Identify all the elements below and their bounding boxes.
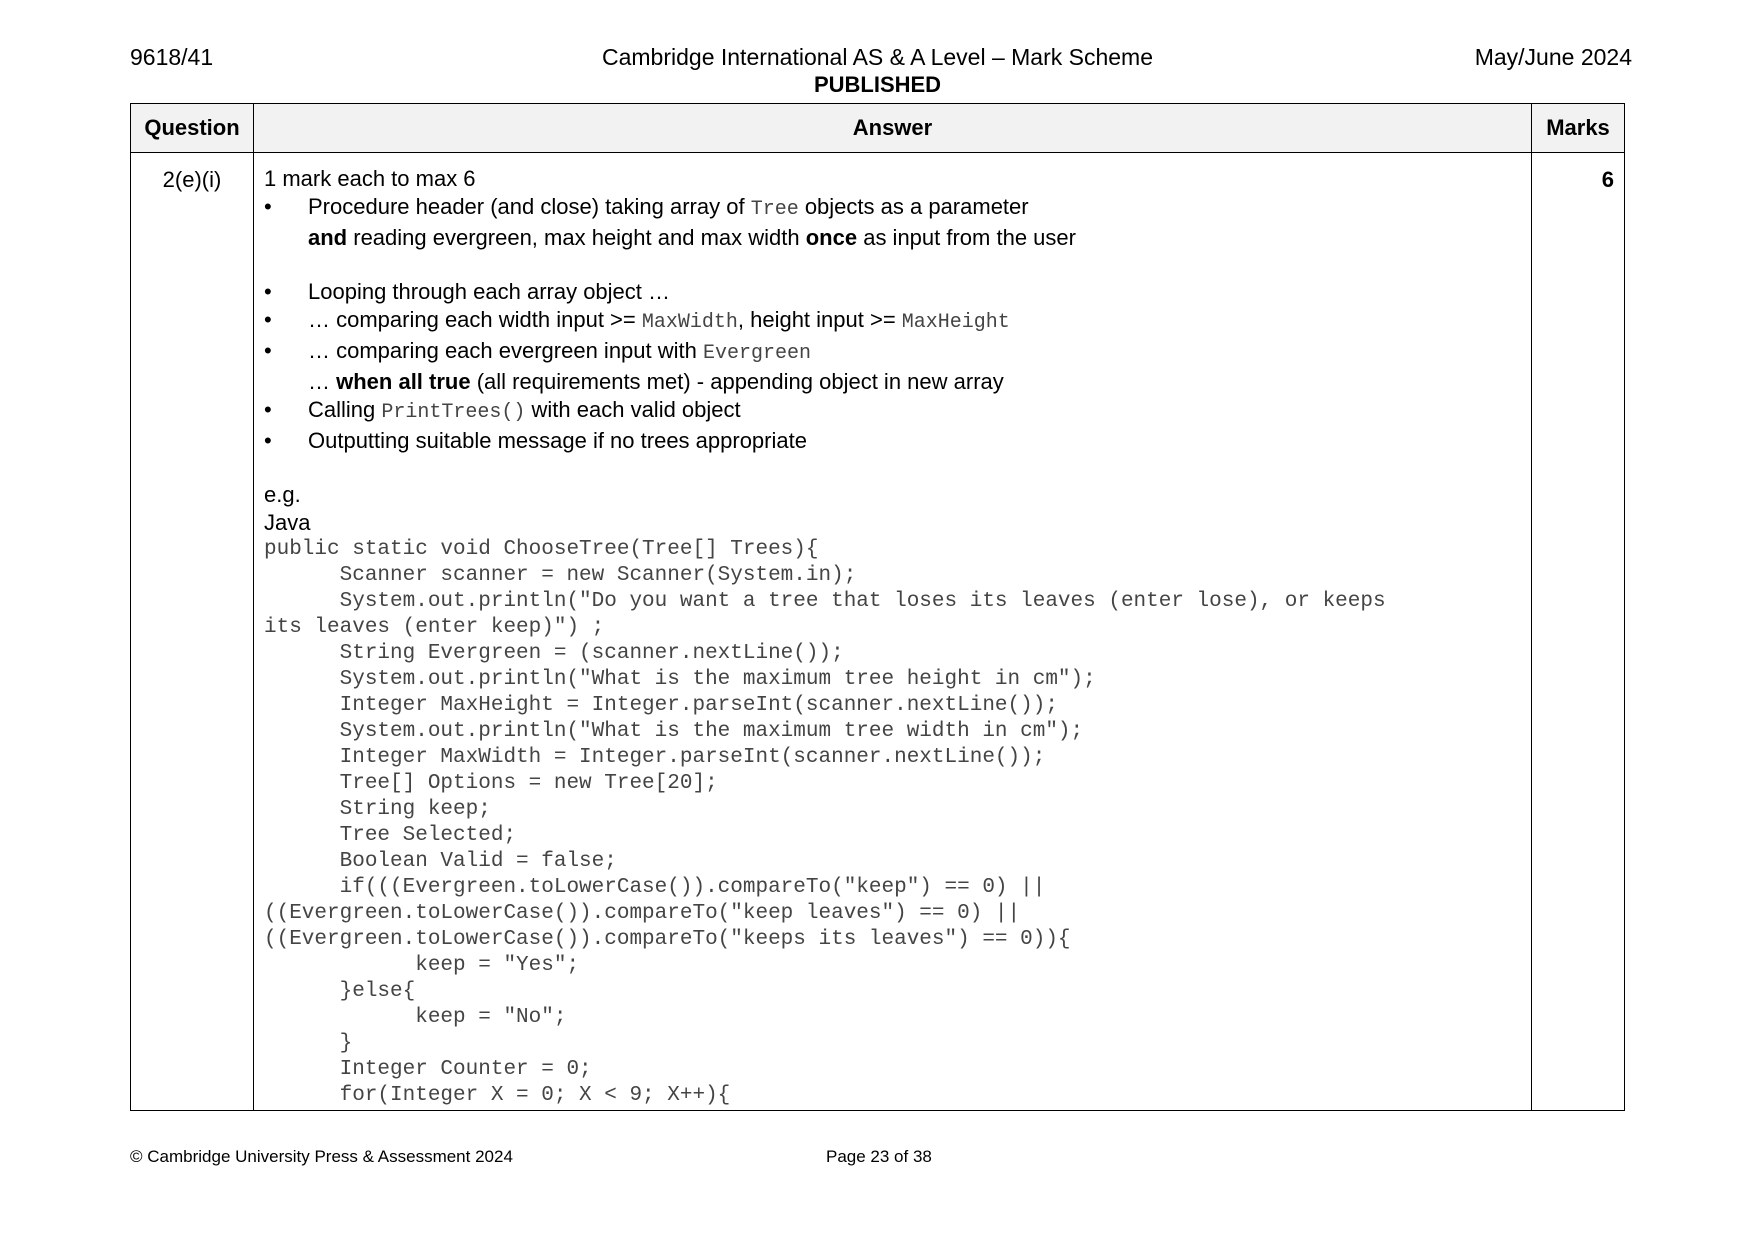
bullet-procedure-header: [264, 193, 1521, 224]
bullet-compare-size: [264, 306, 1521, 337]
page-number: Page 23 of 38: [826, 1147, 932, 1166]
inline-code: MaxWidth: [641, 311, 738, 334]
bullet-text: reading evergreen, max height and max width: [347, 225, 806, 250]
example-label: e.g.: [264, 482, 301, 507]
paper-code: 9618/41: [130, 44, 214, 70]
bullet-text: … comparing each evergreen input with: [308, 338, 703, 363]
bullet-text: objects as a parameter: [798, 194, 1029, 219]
bold-text: and: [308, 225, 348, 250]
bullet-text: (all requirements met) - appending object in new array: [470, 369, 1004, 394]
bold-text: once: [805, 225, 858, 250]
bullet-text: with each valid object: [525, 397, 741, 422]
table-row: [131, 153, 1625, 1111]
bullet-text: Procedure header (and close) taking array of: [308, 194, 751, 219]
marks-column-header: Marks: [1532, 104, 1625, 153]
published-label: PUBLISHED: [813, 72, 942, 97]
inline-code: PrintTrees(): [381, 401, 526, 424]
bullet-output-message: • Outputting suitable message if no trees appropriate: [264, 427, 1521, 455]
bullet-text: , height input >=: [737, 307, 902, 332]
bullet-text: Calling: [308, 397, 382, 422]
exam-session: May/June 2024: [1474, 44, 1632, 70]
question-column-header: Question: [131, 104, 254, 153]
bullet-continuation: [264, 368, 1521, 396]
mark-intro: 1 mark each to max 6: [264, 166, 476, 191]
mark-scheme-table: [130, 103, 1625, 1111]
bullet-calling-printtrees: [264, 396, 1521, 427]
bullet-text: …: [308, 369, 337, 394]
copyright-notice: © Cambridge University Press & Assessment 2024: [130, 1147, 513, 1166]
inline-code: Tree: [750, 198, 799, 221]
bold-text: when all true: [336, 369, 471, 394]
bullet-text: as input from the user: [857, 225, 1076, 250]
table-header-row: [131, 104, 1625, 153]
inline-code: MaxHeight: [901, 311, 1010, 334]
bullet-continuation: [264, 224, 1521, 252]
bullet-looping: • Looping through each array object …: [264, 278, 1521, 306]
marks-value: 6: [1532, 153, 1625, 1111]
language-label: Java: [264, 510, 311, 535]
document-title: Cambridge International AS & A Level – Mark Scheme: [601, 44, 1154, 70]
inline-code: Evergreen: [703, 342, 812, 365]
java-code-block: public static void ChooseTree(Tree[] Trees){ Scanner scanner = new Scanner(System.in); System.out.println("Do you want a tree that loses its leaves (enter lose), or keeps its leaves (enter keep)") ; String Evergreen = (scanner.nextLine()); System.out.println("What is the maximum tree height in cm"); Integer MaxHeight = Integer.parseInt(scanner.nextLine()); System.out.println("What is the maximum tree width in cm"); Integer MaxWidth = Integer.parseInt(scanner.nextLine()); Tree[] Options = new Tree[20]; String keep; Tree Selected; Boolean Valid = false; if(((Evergreen.toLowerCase()).compareTo("keep") == 0) || ((Evergreen.toLowerCase()).compareTo("keep leaves") == 0) || ((Evergreen.toLowerCase()).compareTo("keeps its leaves") == 0)){ keep = "Yes"; }else{ keep = "No"; } Integer Counter = 0; for(Integer X = 0; X < 9; X++){: [264, 538, 1386, 1107]
bullet-compare-evergreen: [264, 337, 1521, 368]
question-number: 2(e)(i): [131, 153, 254, 1111]
answer-cell: [254, 153, 1532, 1111]
answer-column-header: Answer: [254, 104, 1532, 153]
bullet-text: … comparing each width input >=: [308, 307, 642, 332]
